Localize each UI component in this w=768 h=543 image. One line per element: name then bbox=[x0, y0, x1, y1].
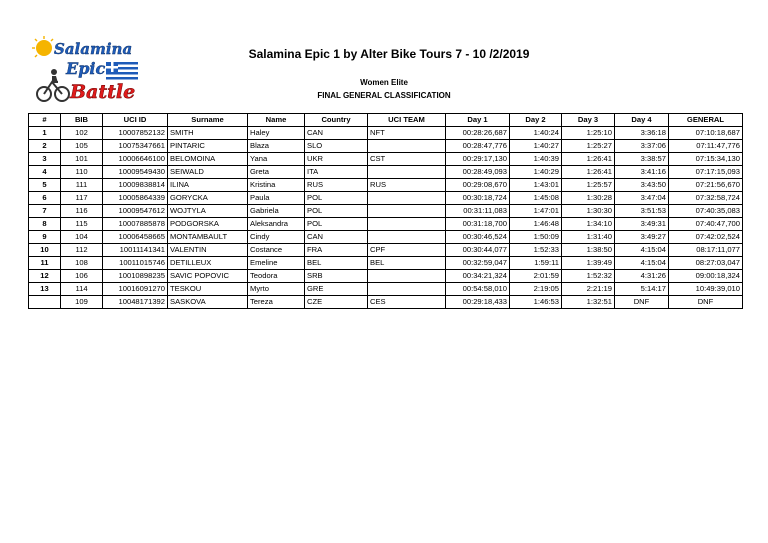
logo-text-2: Epic bbox=[66, 59, 106, 78]
country-cell: GRE bbox=[305, 283, 368, 296]
country-cell: SLO bbox=[305, 140, 368, 153]
rank-cell: 11 bbox=[29, 257, 61, 270]
country-cell: BEL bbox=[305, 257, 368, 270]
day-1-cell: 00:32:59,047 bbox=[446, 257, 510, 270]
general-cell: 07:40:47,700 bbox=[669, 218, 743, 231]
country-cell: CAN bbox=[305, 231, 368, 244]
category-label: Women Elite bbox=[360, 78, 408, 87]
surname-cell: GORYCKA bbox=[168, 192, 248, 205]
bib-cell: 114 bbox=[61, 283, 103, 296]
table-row bbox=[29, 192, 743, 205]
uci-id-cell: 10011015746 bbox=[103, 257, 168, 270]
name-cell: Blaza bbox=[248, 140, 305, 153]
table-row bbox=[29, 166, 743, 179]
table-row bbox=[29, 218, 743, 231]
uci-id-cell: 10009838814 bbox=[103, 179, 168, 192]
surname-cell: PINTARIC bbox=[168, 140, 248, 153]
table-row bbox=[29, 231, 743, 244]
day-4-cell: 4:31:26 bbox=[615, 270, 669, 283]
uci-id-cell: 10011141341 bbox=[103, 244, 168, 257]
surname-cell: TESKOU bbox=[168, 283, 248, 296]
table-row bbox=[29, 270, 743, 283]
general-cell: 07:32:58,724 bbox=[669, 192, 743, 205]
table-header-row bbox=[29, 114, 743, 127]
day-1-cell: 00:31:11,083 bbox=[446, 205, 510, 218]
country-cell: RUS bbox=[305, 179, 368, 192]
bib-cell: 109 bbox=[61, 296, 103, 309]
surname-cell: WOJTYLA bbox=[168, 205, 248, 218]
general-cell: 07:10:18,687 bbox=[669, 127, 743, 140]
day-4-cell: 4:15:04 bbox=[615, 257, 669, 270]
country-cell: POL bbox=[305, 192, 368, 205]
surname-cell: MONTAMBAULT bbox=[168, 231, 248, 244]
bib-cell: 110 bbox=[61, 166, 103, 179]
name-cell: Teodora bbox=[248, 270, 305, 283]
general-cell: 07:11:47,776 bbox=[669, 140, 743, 153]
day-3-cell: 1:31:40 bbox=[562, 231, 615, 244]
col-uci-team-header: UCI TEAM bbox=[368, 114, 446, 127]
day-2-cell: 1:40:27 bbox=[510, 140, 562, 153]
name-cell: Myrto bbox=[248, 283, 305, 296]
day-4-cell: 5:14:17 bbox=[615, 283, 669, 296]
day-1-cell: 00:28:49,093 bbox=[446, 166, 510, 179]
day-3-cell: 1:30:28 bbox=[562, 192, 615, 205]
uci-team-cell bbox=[368, 231, 446, 244]
general-cell: 07:21:56,670 bbox=[669, 179, 743, 192]
day-4-cell: DNF bbox=[615, 296, 669, 309]
country-cell: FRA bbox=[305, 244, 368, 257]
bib-cell: 105 bbox=[61, 140, 103, 153]
table-row bbox=[29, 205, 743, 218]
uci-team-cell bbox=[368, 218, 446, 231]
uci-team-cell: CST bbox=[368, 153, 446, 166]
col-day-1-header: Day 1 bbox=[446, 114, 510, 127]
uci-id-cell: 10009547612 bbox=[103, 205, 168, 218]
rank-cell: 5 bbox=[29, 179, 61, 192]
bib-cell: 108 bbox=[61, 257, 103, 270]
rank-cell: 4 bbox=[29, 166, 61, 179]
rank-cell: 13 bbox=[29, 283, 61, 296]
rank-cell: 7 bbox=[29, 205, 61, 218]
day-4-cell: 4:15:04 bbox=[615, 244, 669, 257]
day-2-cell: 1:40:39 bbox=[510, 153, 562, 166]
general-cell: 07:15:34,130 bbox=[669, 153, 743, 166]
rank-cell: 2 bbox=[29, 140, 61, 153]
name-cell: Greta bbox=[248, 166, 305, 179]
general-cell: 07:17:15,093 bbox=[669, 166, 743, 179]
day-2-cell: 1:52:33 bbox=[510, 244, 562, 257]
surname-cell: SEIWALD bbox=[168, 166, 248, 179]
name-cell: Gabriela bbox=[248, 205, 305, 218]
uci-team-cell: BEL bbox=[368, 257, 446, 270]
bib-cell: 102 bbox=[61, 127, 103, 140]
day-3-cell: 1:26:41 bbox=[562, 166, 615, 179]
table-row bbox=[29, 179, 743, 192]
bib-cell: 117 bbox=[61, 192, 103, 205]
uci-id-cell: 10007885878 bbox=[103, 218, 168, 231]
surname-cell: DETILLEUX bbox=[168, 257, 248, 270]
day-3-cell: 2:21:19 bbox=[562, 283, 615, 296]
uci-team-cell bbox=[368, 283, 446, 296]
results-table bbox=[28, 113, 743, 309]
day-2-cell: 2:19:05 bbox=[510, 283, 562, 296]
day-4-cell: 3:49:27 bbox=[615, 231, 669, 244]
rank-cell: 1 bbox=[29, 127, 61, 140]
name-cell: Emeline bbox=[248, 257, 305, 270]
name-cell: Kristina bbox=[248, 179, 305, 192]
logo-text-3: Battle bbox=[70, 81, 136, 103]
day-4-cell: 3:47:04 bbox=[615, 192, 669, 205]
bib-cell: 106 bbox=[61, 270, 103, 283]
name-cell: Costance bbox=[248, 244, 305, 257]
day-2-cell: 1:59:11 bbox=[510, 257, 562, 270]
country-cell: SRB bbox=[305, 270, 368, 283]
day-1-cell: 00:28:47,776 bbox=[446, 140, 510, 153]
surname-cell: VALENTIN bbox=[168, 244, 248, 257]
uci-id-cell: 10010898235 bbox=[103, 270, 168, 283]
uci-team-cell: CPF bbox=[368, 244, 446, 257]
day-1-cell: 00:30:44,077 bbox=[446, 244, 510, 257]
day-1-cell: 00:28:26,687 bbox=[446, 127, 510, 140]
bib-cell: 101 bbox=[61, 153, 103, 166]
uci-team-cell bbox=[368, 192, 446, 205]
day-1-cell: 00:30:46,524 bbox=[446, 231, 510, 244]
day-3-cell: 1:25:27 bbox=[562, 140, 615, 153]
uci-team-cell bbox=[368, 270, 446, 283]
table-row bbox=[29, 283, 743, 296]
page-title: Salamina Epic 1 by Alter Bike Tours 7 - 10 /2/2019 bbox=[248, 47, 530, 61]
col-day-4-header: Day 4 bbox=[615, 114, 669, 127]
day-1-cell: 00:54:58,010 bbox=[446, 283, 510, 296]
day-3-cell: 1:25:10 bbox=[562, 127, 615, 140]
table-row bbox=[29, 296, 743, 309]
rank-cell bbox=[29, 296, 61, 309]
uci-team-cell bbox=[368, 166, 446, 179]
uci-id-cell: 10006646100 bbox=[103, 153, 168, 166]
table-row bbox=[29, 153, 743, 166]
uci-id-cell: 10005864339 bbox=[103, 192, 168, 205]
day-1-cell: 00:29:18,433 bbox=[446, 296, 510, 309]
day-2-cell: 1:40:24 bbox=[510, 127, 562, 140]
col-rank-header: # bbox=[29, 114, 61, 127]
rank-cell: 9 bbox=[29, 231, 61, 244]
day-2-cell: 1:43:01 bbox=[510, 179, 562, 192]
col-general-header: GENERAL bbox=[669, 114, 743, 127]
uci-id-cell: 10016091270 bbox=[103, 283, 168, 296]
country-cell: POL bbox=[305, 205, 368, 218]
general-cell: 10:49:39,010 bbox=[669, 283, 743, 296]
day-2-cell: 1:40:29 bbox=[510, 166, 562, 179]
day-3-cell: 1:52:32 bbox=[562, 270, 615, 283]
col-country-header: Country bbox=[305, 114, 368, 127]
general-cell: 07:40:35,083 bbox=[669, 205, 743, 218]
table-row bbox=[29, 140, 743, 153]
surname-cell: ILINA bbox=[168, 179, 248, 192]
table-row bbox=[29, 257, 743, 270]
surname-cell: SASKOVA bbox=[168, 296, 248, 309]
day-4-cell: 3:36:18 bbox=[615, 127, 669, 140]
day-2-cell: 1:50:09 bbox=[510, 231, 562, 244]
col-day-2-header: Day 2 bbox=[510, 114, 562, 127]
day-1-cell: 00:29:08,670 bbox=[446, 179, 510, 192]
day-1-cell: 00:31:18,700 bbox=[446, 218, 510, 231]
day-1-cell: 00:29:17,130 bbox=[446, 153, 510, 166]
day-4-cell: 3:38:57 bbox=[615, 153, 669, 166]
table-row bbox=[29, 244, 743, 257]
day-4-cell: 3:37:06 bbox=[615, 140, 669, 153]
country-cell: CAN bbox=[305, 127, 368, 140]
uci-id-cell: 10048171392 bbox=[103, 296, 168, 309]
logo-text-1: Salamina bbox=[54, 40, 133, 58]
table-body bbox=[29, 127, 743, 309]
general-cell: 08:17:11,077 bbox=[669, 244, 743, 257]
table-row bbox=[29, 127, 743, 140]
uci-team-cell bbox=[368, 205, 446, 218]
day-2-cell: 1:46:48 bbox=[510, 218, 562, 231]
day-1-cell: 00:34:21,324 bbox=[446, 270, 510, 283]
col-surname-header: Surname bbox=[168, 114, 248, 127]
name-cell: Cindy bbox=[248, 231, 305, 244]
day-2-cell: 1:45:08 bbox=[510, 192, 562, 205]
surname-cell: BELOMOINA bbox=[168, 153, 248, 166]
name-cell: Yana bbox=[248, 153, 305, 166]
day-3-cell: 1:39:49 bbox=[562, 257, 615, 270]
classification-label: FINAL GENERAL CLASSIFICATION bbox=[317, 91, 451, 100]
name-cell: Aleksandra bbox=[248, 218, 305, 231]
bib-cell: 104 bbox=[61, 231, 103, 244]
name-cell: Tereza bbox=[248, 296, 305, 309]
rank-cell: 12 bbox=[29, 270, 61, 283]
day-4-cell: 3:51:53 bbox=[615, 205, 669, 218]
uci-team-cell: CES bbox=[368, 296, 446, 309]
uci-team-cell: NFT bbox=[368, 127, 446, 140]
day-3-cell: 1:26:41 bbox=[562, 153, 615, 166]
day-3-cell: 1:38:50 bbox=[562, 244, 615, 257]
col-bib-header: BIB bbox=[61, 114, 103, 127]
surname-cell: SAVIC POPOVIC bbox=[168, 270, 248, 283]
general-cell: 09:00:18,324 bbox=[669, 270, 743, 283]
col-uci-id-header: UCI ID bbox=[103, 114, 168, 127]
bib-cell: 112 bbox=[61, 244, 103, 257]
rank-cell: 3 bbox=[29, 153, 61, 166]
surname-cell: SMITH bbox=[168, 127, 248, 140]
day-3-cell: 1:34:10 bbox=[562, 218, 615, 231]
day-4-cell: 3:43:50 bbox=[615, 179, 669, 192]
day-3-cell: 1:25:57 bbox=[562, 179, 615, 192]
day-2-cell: 2:01:59 bbox=[510, 270, 562, 283]
bib-cell: 115 bbox=[61, 218, 103, 231]
uci-id-cell: 10007852132 bbox=[103, 127, 168, 140]
general-cell: DNF bbox=[669, 296, 743, 309]
surname-cell: PODGORSKA bbox=[168, 218, 248, 231]
day-4-cell: 3:49:31 bbox=[615, 218, 669, 231]
col-day-3-header: Day 3 bbox=[562, 114, 615, 127]
bib-cell: 116 bbox=[61, 205, 103, 218]
bib-cell: 111 bbox=[61, 179, 103, 192]
rank-cell: 6 bbox=[29, 192, 61, 205]
uci-id-cell: 10009549430 bbox=[103, 166, 168, 179]
country-cell: POL bbox=[305, 218, 368, 231]
general-cell: 08:27:03,047 bbox=[669, 257, 743, 270]
day-4-cell: 3:41:16 bbox=[615, 166, 669, 179]
day-1-cell: 00:30:18,724 bbox=[446, 192, 510, 205]
general-cell: 07:42:02,524 bbox=[669, 231, 743, 244]
col-name-header: Name bbox=[248, 114, 305, 127]
day-3-cell: 1:32:51 bbox=[562, 296, 615, 309]
uci-id-cell: 10075347661 bbox=[103, 140, 168, 153]
name-cell: Paula bbox=[248, 192, 305, 205]
day-3-cell: 1:30:30 bbox=[562, 205, 615, 218]
uci-team-cell: RUS bbox=[368, 179, 446, 192]
uci-team-cell bbox=[368, 140, 446, 153]
uci-id-cell: 10006458665 bbox=[103, 231, 168, 244]
name-cell: Haley bbox=[248, 127, 305, 140]
country-cell: UKR bbox=[305, 153, 368, 166]
country-cell: CZE bbox=[305, 296, 368, 309]
day-2-cell: 1:46:53 bbox=[510, 296, 562, 309]
day-2-cell: 1:47:01 bbox=[510, 205, 562, 218]
rank-cell: 8 bbox=[29, 218, 61, 231]
rank-cell: 10 bbox=[29, 244, 61, 257]
country-cell: ITA bbox=[305, 166, 368, 179]
